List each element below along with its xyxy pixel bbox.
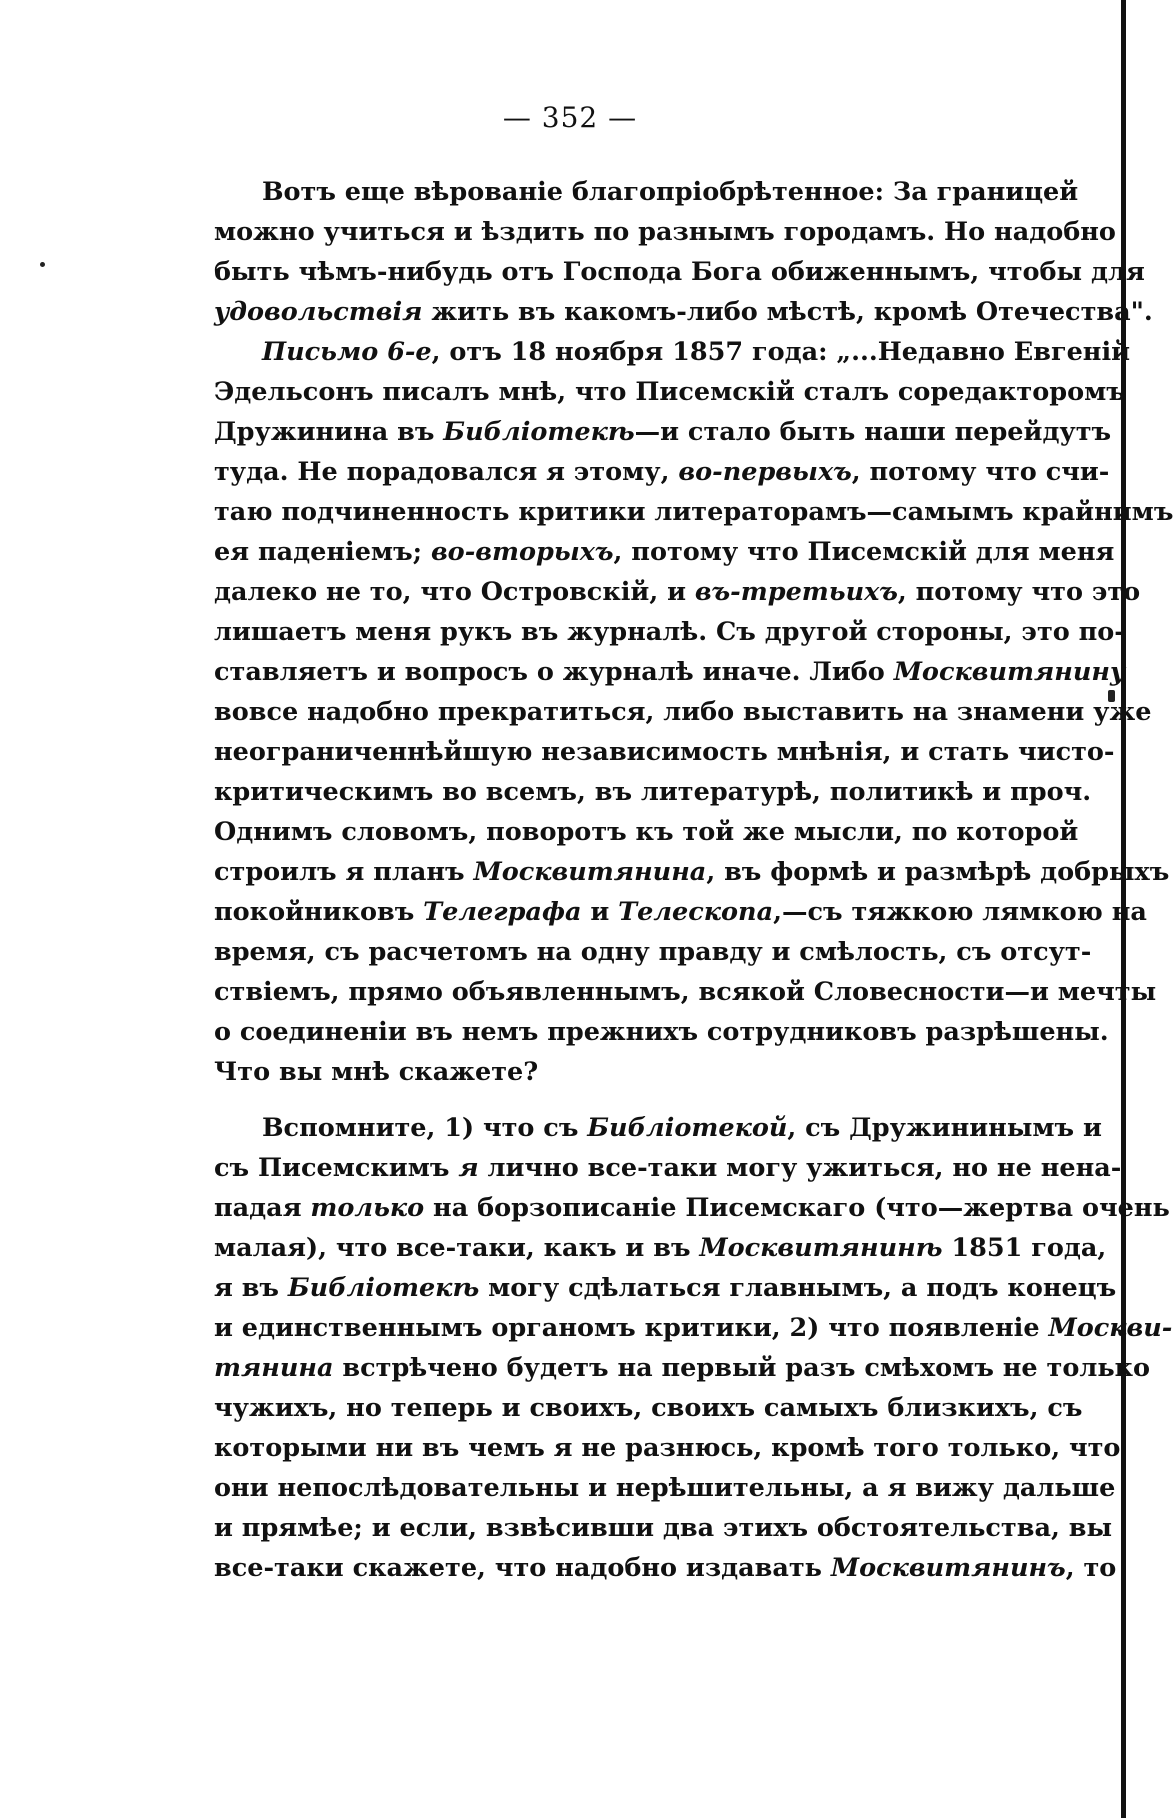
text-line: таю подчиненность критики литераторамъ—самымъ крайнимъ (214, 497, 1173, 527)
paragraph-3 (214, 1108, 1173, 1588)
text-line: и прямѣе; и если, взвѣсивши два этихъ обстоятельства, вы (214, 1513, 1113, 1543)
text-line: ея паденіемъ; во-вторыхъ, потому что Писемскій для меня (214, 537, 1115, 567)
text-line: малая), что все-таки, какъ и въ Москвитянинѣ 1851 года, (214, 1233, 1107, 1263)
text-line: Вспомните, 1) что съ Библіотекой, съ Дружининымъ и (262, 1113, 1102, 1143)
text-line: время, съ расчетомъ на одну правду и смѣлость, съ отсут- (214, 937, 1092, 967)
text-line: чужихъ, но теперь и своихъ, своихъ самыхъ близкихъ, съ (214, 1393, 1083, 1423)
text-line: Однимъ словомъ, поворотъ къ той же мысли, по которой (214, 817, 1079, 847)
text-line: Дружинина въ Библіотекѣ—и стало быть наши перейдутъ (214, 417, 1112, 447)
paragraph-2 (214, 332, 1173, 1092)
page-number: — 352 — (502, 101, 638, 134)
text-line: покойниковъ Телеграфа и Телескопа,—съ тяжкою лямкою на (214, 897, 1147, 927)
text-line: быть чѣмъ-нибудь отъ Господа Бога обиженнымъ, чтобы для (214, 257, 1145, 287)
text-line: Вотъ еще вѣрованіе благопріобрѣтенное: За границей (262, 177, 1079, 207)
text-line: ставляетъ и вопросъ о журналѣ иначе. Либо Москвитянину (214, 657, 1126, 687)
text-line: вовсе надобно прекратиться, либо выставить на знамени уже (214, 697, 1152, 727)
text-line: лишаетъ меня рукъ въ журналѣ. Съ другой стороны, это по- (214, 617, 1125, 647)
text-line: все-таки скажете, что надобно издавать Москвитянинъ, то (214, 1553, 1117, 1583)
text-line: ствіемъ, прямо объявленнымъ, всякой Словесности—и мечты (214, 977, 1157, 1007)
text-line: тянина встрѣчено будетъ на первый разъ смѣхомъ не только (214, 1353, 1151, 1383)
text-line: Эдельсонъ писалъ мнѣ, что Писемскій сталъ соредакторомъ (214, 377, 1126, 407)
text-line: падая только на борзописаніе Писемскаго (что—жертва очень (214, 1193, 1170, 1223)
text-line: Что вы мнѣ скажете? (214, 1057, 539, 1087)
text-line: Письмо 6-е, отъ 18 ноября 1857 года: „...Недавно Евгеній (262, 337, 1131, 367)
text-line: и единственнымъ органомъ критики, 2) что появленіе Москви- (214, 1313, 1173, 1343)
text-line: неограниченнѣйшую независимость мнѣнія, и стать чисто- (214, 737, 1115, 767)
text-line: съ Писемскимъ я лично все-таки могу ужиться, но не нена- (214, 1153, 1122, 1183)
text-line: удовольствія жить въ какомъ-либо мѣстѣ, кромѣ Отечества". (214, 297, 1153, 327)
text-line: о соединеніи въ немъ прежнихъ сотрудниковъ разрѣшены. (214, 1017, 1109, 1047)
text-line: можно учиться и ѣздить по разнымъ городамъ. Но надобно (214, 217, 1116, 247)
scan-speck (40, 262, 45, 267)
text-line: критическимъ во всемъ, въ литературѣ, политикѣ и проч. (214, 777, 1092, 807)
text-line: далеко не то, что Островскій, и въ-третьихъ, потому что это (214, 577, 1141, 607)
text-line: туда. Не порадовался я этому, во-первыхъ, потому что счи- (214, 457, 1110, 487)
text-line: которыми ни въ чемъ я не разнюсь, кромѣ того только, что (214, 1433, 1121, 1463)
text-line: я въ Библіотекѣ могу сдѣлаться главнымъ, а подъ конецъ (214, 1273, 1117, 1303)
text-line: строилъ я планъ Москвитянина, въ формѣ и размѣрѣ добрыхъ (214, 857, 1170, 887)
paragraph-1 (214, 172, 1153, 332)
text-line: они непослѣдовательны и нерѣшительны, а я вижу дальше (214, 1473, 1116, 1503)
